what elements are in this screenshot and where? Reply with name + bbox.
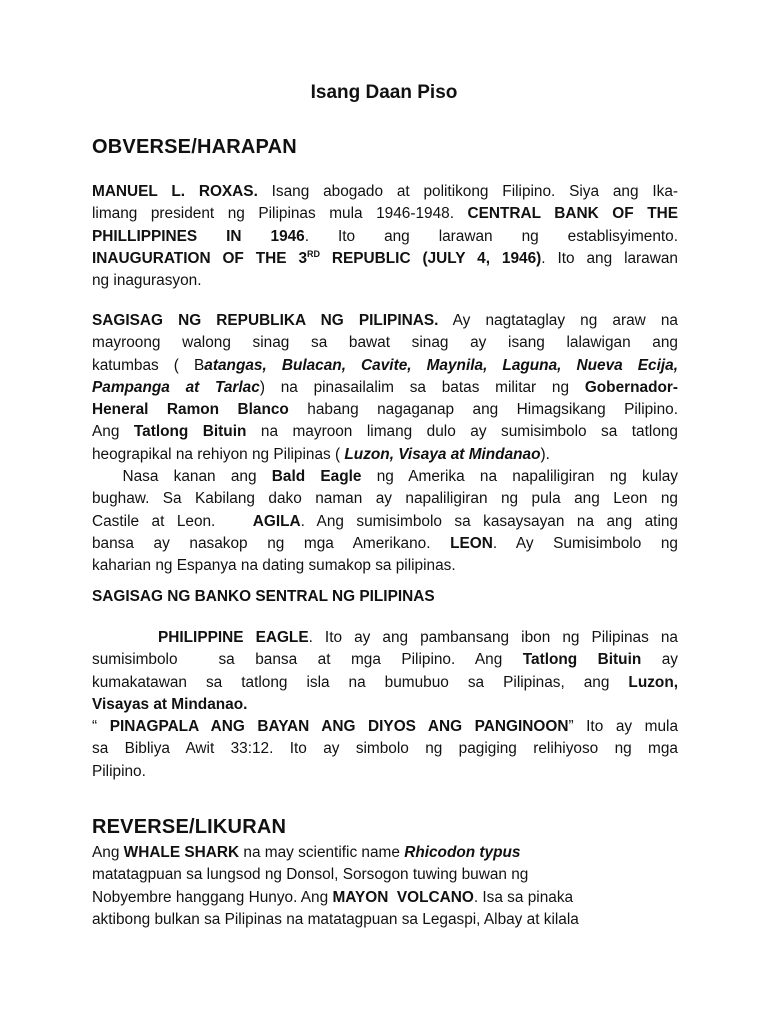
rv-line-1: Ang WHALE SHARK na may scientific name Rhicodon typus [92, 844, 521, 861]
banko-heading: SAGISAG NG BANKO SENTRAL NG PILIPINAS [92, 588, 435, 605]
banko-paragraph [92, 627, 678, 783]
roxas-line-5: ng inagurasyon. [92, 272, 202, 290]
sagisag-republika-paragraph [92, 310, 678, 578]
reverse-heading: REVERSE/LIKURAN [92, 816, 287, 838]
roxas-line-1-text: Isang abogado at politikong Filipino. Siya ang Ika- [271, 183, 678, 200]
sr-line-2: mayroong walong sinag sa bawat sinag ay isang lalawigan ang [92, 334, 678, 352]
sr-line-6: Ang Tatlong Bituin na mayroon limang dulo ay sumisimbolo sa tatlong [92, 423, 678, 441]
obverse-heading: OBVERSE/HARAPAN [92, 136, 297, 158]
bk-line-1: PHILIPPINE EAGLE. Ito ay ang pambansang ibon ng Pilipinas na [158, 629, 678, 646]
bk-line-5: “ PINAGPALA ANG BAYAN ANG DIYOS ANG PANGINOON” Ito ay mula [92, 718, 679, 736]
rv-line-4: aktibong bulkan sa Pilipinas na matatagpuan sa Legaspi, Albay at kilala [92, 910, 579, 928]
sr-line-10: Castile at Leon. AGILA. Ang sumisimbolo sa kasaysayan na ang ating [92, 512, 678, 530]
bk-line-6: sa Bibliya Awit 33:12. Ito ay simbolo ng pagiging relihiyoso ng mga [92, 740, 678, 758]
sr-line-1: SAGISAG NG REPUBLIKA NG PILIPINAS. Ay nagtataglay ng araw na [92, 312, 678, 329]
central-bank-label: CENTRAL BANK OF THE [467, 205, 678, 223]
sr-line-3: katumbas ( Batangas, Bulacan, Cavite, Maynila, Laguna, Nueva Ecija, [92, 356, 678, 374]
bk-line-4: Visayas at Mindanao. [92, 695, 248, 713]
reverse-paragraph [92, 842, 678, 931]
rv-line-3: Nobyembre hanggang Hunyo. Ang MAYON VOLCANO. Isa sa pinaka [92, 888, 574, 906]
bk-line-7: Pilipino. [92, 762, 146, 780]
bk-line-2: sumisimbolo sa bansa at mga Pilipino. Ang Tatlong Bituin ay [92, 651, 678, 669]
roxas-line-4 [92, 248, 678, 270]
sr-line-5: Heneral Ramon Blanco habang nagaganap ang Himagsikang Pilipino. [92, 401, 678, 419]
sr-line-8: Nasa kanan ang Bald Eagle ng Amerika na napaliligiran ng kulay [92, 468, 678, 486]
roxas-paragraph [92, 181, 678, 292]
roxas-line-2-text: limang president ng Pilipinas mula 1946-1948. [92, 205, 454, 223]
document-title: Isang Daan Piso [310, 82, 458, 103]
sr-line-7: heograpikal na rehiyon ng Pilipinas ( Luzon, Visaya at Mindanao). [92, 445, 550, 463]
roxas-line-4-text: . Ito ang larawan [541, 249, 678, 267]
sr-line-9: bughaw. Sa Kabilang dako naman ay napaliligiran ng pula ang Leon ng [92, 490, 678, 508]
roxas-line-1 [92, 181, 678, 203]
sr-line-11: bansa ay nasakop ng mga Amerikano. LEON. Ay Sumisimbolo ng [92, 534, 678, 552]
phillippines-1946-label: PHILLIPPINES IN 1946 [92, 227, 305, 245]
roxas-line-3 [92, 226, 678, 248]
rv-line-2: matatagpuan sa lungsod ng Donsol, Sorsogon tuwing buwan ng [92, 866, 529, 884]
roxas-name: MANUEL L. ROXAS. [92, 183, 258, 200]
roxas-line-3-text: . Ito ang larawan ng establisyimento. [304, 227, 678, 245]
inauguration-label: INAUGURATION OF THE 3RD REPUBLIC (JULY 4, 1946) [92, 248, 542, 267]
roxas-line-2 [92, 203, 678, 225]
sr-line-12: kaharian ng Espanya na dating sumakop sa pilipinas. [92, 557, 456, 575]
sr-line-4: Pampanga at Tarlac) na pinasailalim sa batas militar ng Gobernador- [92, 378, 679, 396]
bk-line-3: kumakatawan sa tatlong isla na bumubuo sa Pilipinas, ang Luzon, [92, 673, 678, 691]
